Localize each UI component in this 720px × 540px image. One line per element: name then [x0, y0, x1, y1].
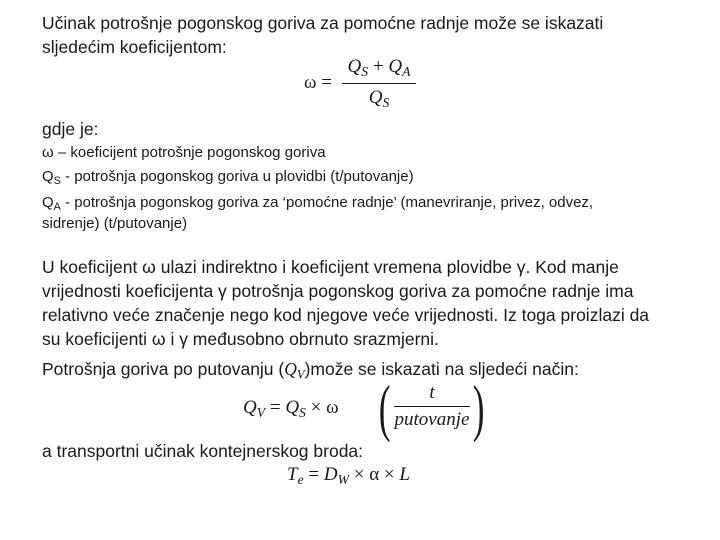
qs-symbol-sub: S	[53, 175, 61, 188]
omega-plus: +	[372, 56, 384, 77]
consumption-text-after: )može se iskazati na sljedeći način:	[304, 359, 579, 379]
qv-paren-close: )	[472, 372, 485, 443]
paragraph-line-4: su koeficijenti ω i γ međusobno obrnuto srazmjerni.	[42, 329, 439, 349]
paragraph-line-1: U koeficijent ω ulazi indirektno i koeficijent vremena plovidbe γ. Kod manje	[42, 257, 619, 277]
te-times-alpha: × α ×	[349, 464, 400, 485]
te-d: D	[323, 464, 338, 485]
omega-den-q-sub: S	[382, 94, 390, 110]
omega-fraction	[342, 56, 416, 112]
qv-fraction	[394, 382, 470, 432]
qv-fraction-num: t	[429, 382, 435, 403]
qv-paren-open: (	[378, 372, 391, 443]
qa-description-line-1: - potrošnja pogonskog goriva za ‘pomoćne radnje’ (manevriranje, privez, odvez,	[60, 194, 594, 211]
transport-sentence: a transportni učinak kontejnerskog broda:	[42, 441, 364, 461]
omega-num-q-sub: S	[361, 63, 369, 79]
te-t: T	[287, 464, 298, 485]
qv-qs-sub: S	[299, 404, 306, 420]
qa-symbol: Q	[42, 194, 54, 211]
qv-fraction-den: putovanje	[394, 409, 470, 430]
te-l: L	[399, 464, 410, 485]
consumption-text-before: Potrošnja goriva po putovanju (	[42, 359, 285, 379]
paragraph-line-3: relativno veće značenje nego kod njegove veće vrijednosti. Iz toga proizlazi da	[42, 305, 650, 325]
qv-symbol: Q	[284, 359, 297, 379]
qs-description: - potrošnja pogonskog goriva u plovidbi (t/putovanje)	[60, 168, 414, 185]
te-d-sub: W	[337, 471, 349, 487]
qv-times-omega: × ω	[305, 397, 339, 418]
te-equals: =	[303, 464, 324, 485]
qv-qs: Q	[285, 397, 300, 418]
where-item-omega: ω – koeficijent potrošnje pogonskog goriva	[42, 144, 326, 161]
omega-den-q: Q	[368, 87, 383, 108]
intro-line-2: sljedećim koeficijentom:	[42, 37, 227, 57]
omega-num-qa: Q	[388, 56, 403, 77]
omega-num-qa-sub: A	[402, 63, 411, 79]
consumption-sentence	[42, 358, 682, 380]
where-item-qa	[42, 193, 682, 213]
where-heading: gdje je:	[42, 119, 99, 139]
te-t-sub: e	[297, 471, 304, 487]
qv-lhs: Q	[243, 397, 257, 418]
qv-formula-lhs	[243, 397, 339, 419]
where-item-qs	[42, 167, 682, 187]
qa-description-line-2: sidrenje) (t/putovanje)	[42, 215, 188, 232]
te-formula	[287, 464, 410, 486]
qa-symbol-sub: A	[53, 201, 61, 214]
paragraph-line-2: vrijednosti koeficijenta γ potrošnja pogonskog goriva za pomoćne radnje ima	[42, 281, 634, 301]
qv-equals: =	[265, 397, 286, 418]
qv-fraction-bar	[394, 406, 470, 407]
omega-lhs: ω =	[304, 72, 332, 93]
qv-symbol-sub: V	[296, 367, 305, 382]
omega-formula-lhs	[304, 72, 332, 94]
qs-symbol: Q	[42, 168, 54, 185]
omega-fraction-bar	[342, 83, 416, 84]
intro-line-1: Učinak potrošnje pogonskog goriva za pomoćne radnje može se iskazati	[42, 13, 604, 33]
qv-lhs-sub: V	[256, 404, 266, 420]
omega-num-q: Q	[347, 56, 362, 77]
